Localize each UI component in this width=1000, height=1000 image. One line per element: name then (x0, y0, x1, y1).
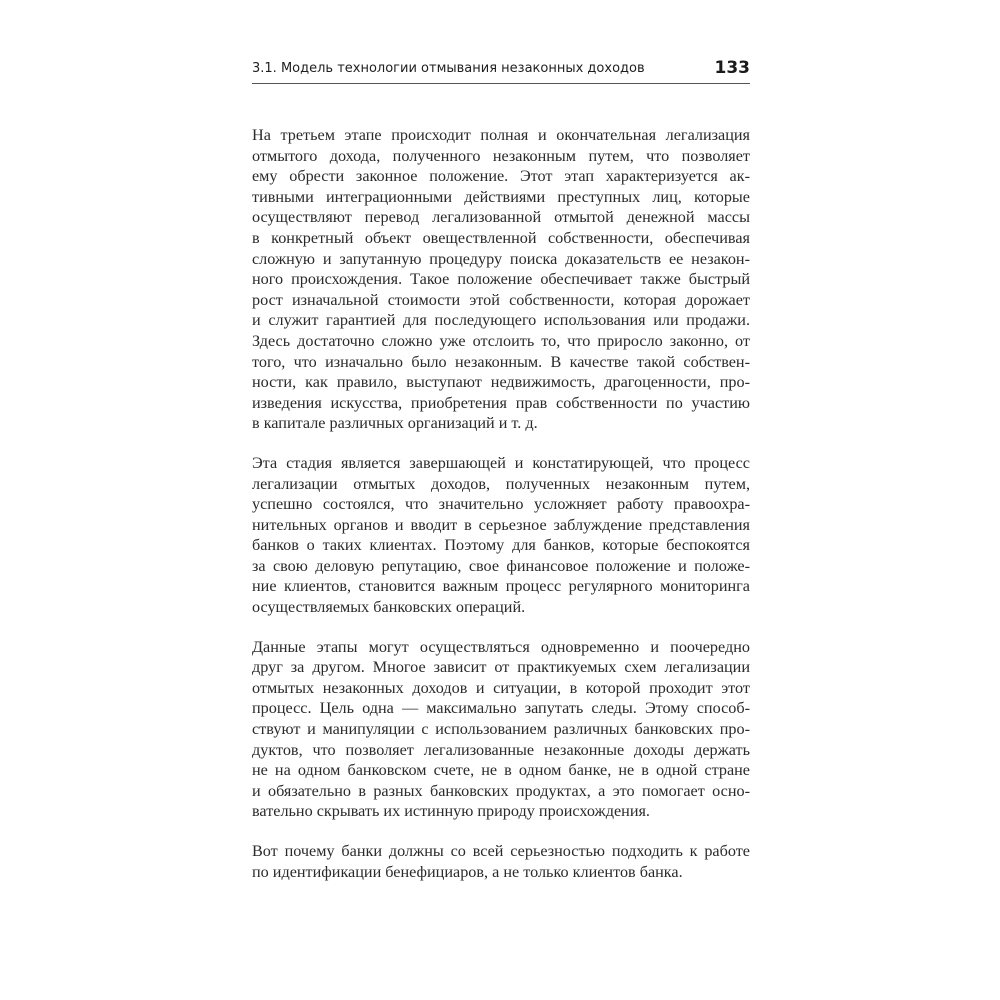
text-line: успешно состоялся, что значительно усложняет работу правоохра- (252, 495, 750, 514)
text-line: рост изначальной стоимости этой собственности, которая дорожает (252, 290, 750, 309)
text-line: дуктов, что позволяет легализованные незаконные доходы держать (252, 740, 750, 759)
body-text (252, 125, 750, 901)
paragraph (252, 453, 750, 618)
text-line: и служит гарантией для последующего использования или продажи. (252, 311, 750, 330)
text-line: и обязательно в разных банковских продуктах, а это помогает осно- (252, 781, 750, 800)
text-line: ние клиентов, становится важным процесс регулярного мониторинга (252, 577, 750, 596)
text-line: сложную и запутанную процедуру поиска доказательств ее незакон- (252, 249, 750, 268)
text-line: того, что изначально было незаконным. В качестве такой собствен- (252, 352, 750, 371)
text-line: вательно скрывать их истинную природу происхождения. (252, 802, 650, 821)
text-line: осуществляемых банковских операций. (252, 598, 526, 617)
text-line: изведения искусства, приобретения прав собственности по участию (252, 393, 750, 412)
text-line: осуществляют перевод легализованной отмытой денежной массы (252, 208, 750, 227)
text-line: по идентификации бенефициаров, а не только клиентов банка. (252, 862, 683, 881)
header-divider (252, 83, 750, 84)
text-line: ного происхождения. Такое положение обеспечивает также быстрый (252, 270, 750, 289)
text-line: банков о таких клиентах. Поэтому для банков, которые беспокоятся (252, 536, 750, 555)
text-line: ствуют и манипуляции с использованием различных банковских про- (252, 720, 750, 739)
text-line: в конкретный объект овеществленной собственности, обеспечивая (252, 228, 750, 247)
text-line: Эта стадия является завершающей и констатирующей, что процесс (252, 453, 750, 472)
text-line: ности, как правило, выступают недвижимость, драгоценности, про- (252, 373, 750, 392)
running-header (252, 58, 750, 80)
running-title: 3.1. Модель технологии отмывания незаконных доходов (252, 61, 645, 76)
page-number: 133 (714, 58, 750, 78)
text-line: отмытых незаконных доходов и ситуации, в которой проходит этот (252, 678, 750, 697)
text-line: отмытого дохода, полученного незаконным путем, что позволяет (252, 146, 750, 165)
text-line: за свою деловую репутацию, свое финансовое положение и положе- (252, 556, 750, 575)
paragraph (252, 125, 750, 434)
text-line: нительных органов и вводит в серьезное заблуждение представления (252, 515, 750, 534)
text-line: Здесь достаточно сложно уже отслоить то, что приросло законно, от (252, 331, 750, 350)
text-line: легализации отмытых доходов, полученных незаконным путем, (252, 474, 750, 493)
text-line: тивными интеграционными действиями преступных лиц, которые (252, 187, 750, 206)
text-line: не на одном банковском счете, не в одном банке, не в одной стране (252, 761, 750, 780)
text-line: Данные этапы могут осуществляться одновременно и поочередно (252, 637, 750, 656)
text-line: друг за другом. Многое зависит от практикуемых схем легализации (252, 658, 750, 677)
text-line: ему обрести законное положение. Этот этап характеризуется ак- (252, 167, 750, 186)
text-line: в капитале различных организаций и т. д. (252, 414, 538, 433)
paragraph (252, 841, 750, 882)
paragraph (252, 637, 750, 822)
text-line: процесс. Цель одна — максимально запутать следы. Этому способ- (252, 699, 750, 718)
text-line: На третьем этапе происходит полная и окончательная легализация (252, 126, 750, 144)
text-line: Вот почему банки должны со всей серьезностью подходить к работе (252, 842, 750, 860)
